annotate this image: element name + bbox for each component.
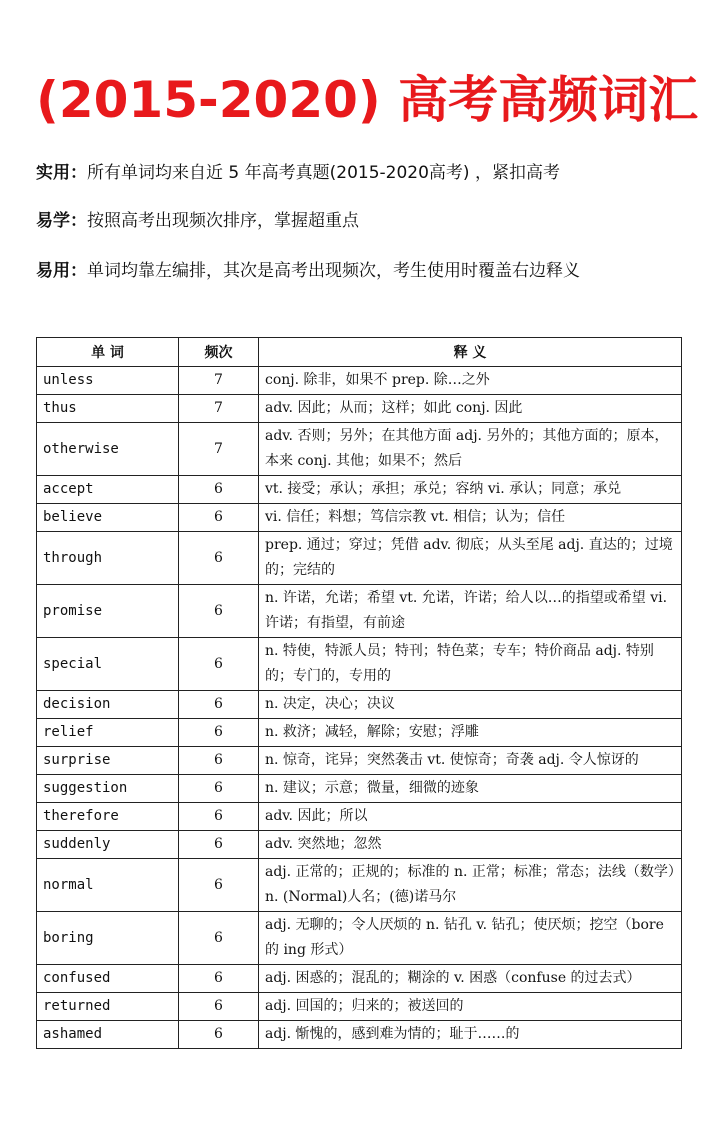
table-row xyxy=(37,719,682,747)
table-row xyxy=(37,504,682,532)
meaning-cell: adj. 回国的；归来的；被送回的 xyxy=(259,993,682,1021)
table-row xyxy=(37,367,682,395)
frequency-cell: 6 xyxy=(179,585,259,638)
word-cell: confused xyxy=(37,965,179,993)
table-row xyxy=(37,585,682,638)
frequency-cell: 7 xyxy=(179,395,259,423)
frequency-cell: 6 xyxy=(179,691,259,719)
frequency-cell: 6 xyxy=(179,719,259,747)
word-cell: returned xyxy=(37,993,179,1021)
frequency-cell: 6 xyxy=(179,912,259,965)
frequency-cell: 6 xyxy=(179,476,259,504)
table-row xyxy=(37,859,682,912)
word-cell: unless xyxy=(37,367,179,395)
word-cell: therefore xyxy=(37,803,179,831)
meaning-cell: conj. 除非，如果不 prep. 除…之外 xyxy=(259,367,682,395)
frequency-cell: 6 xyxy=(179,504,259,532)
word-cell: through xyxy=(37,532,179,585)
frequency-cell: 7 xyxy=(179,423,259,476)
frequency-cell: 6 xyxy=(179,803,259,831)
intro-line-easy-use xyxy=(36,256,580,281)
table-row xyxy=(37,775,682,803)
table-row xyxy=(37,395,682,423)
frequency-cell: 7 xyxy=(179,367,259,395)
table-body xyxy=(37,367,682,1049)
intro-text: 单词均靠左编排，其次是高考出现频次，考生使用时覆盖右边释义 xyxy=(87,261,580,281)
frequency-cell: 6 xyxy=(179,1021,259,1049)
word-cell: special xyxy=(37,638,179,691)
word-cell: thus xyxy=(37,395,179,423)
table-row xyxy=(37,993,682,1021)
header-meaning: 释 义 xyxy=(259,338,682,367)
intro-label: 易用： xyxy=(36,261,87,281)
table-header-row xyxy=(37,338,682,367)
word-cell: boring xyxy=(37,912,179,965)
meaning-cell: vi. 信任；料想；笃信宗教 vt. 相信；认为；信任 xyxy=(259,504,682,532)
table-row xyxy=(37,965,682,993)
header-word: 单 词 xyxy=(37,338,179,367)
meaning-cell: n. 决定，决心；决议 xyxy=(259,691,682,719)
table-row xyxy=(37,803,682,831)
vocabulary-table xyxy=(36,337,682,1049)
meaning-cell: n. 建议；示意；微量，细微的迹象 xyxy=(259,775,682,803)
frequency-cell: 6 xyxy=(179,775,259,803)
intro-label: 实用： xyxy=(36,163,87,183)
meaning-cell: adj. 困惑的；混乱的；糊涂的 v. 困惑（confuse 的过去式） xyxy=(259,965,682,993)
intro-line-practical xyxy=(36,158,560,183)
word-cell: decision xyxy=(37,691,179,719)
intro-text: 按照高考出现频次排序，掌握超重点 xyxy=(87,211,359,231)
meaning-cell: vt. 接受；承认；承担；承兑；容纳 vi. 承认；同意；承兑 xyxy=(259,476,682,504)
intro-line-easy-learn xyxy=(36,206,359,231)
word-cell: believe xyxy=(37,504,179,532)
frequency-cell: 6 xyxy=(179,831,259,859)
meaning-cell: adv. 否则；另外；在其他方面 adj. 另外的；其他方面的；原本，本来 conj. 其他；如果不；然后 xyxy=(259,423,682,476)
frequency-cell: 6 xyxy=(179,747,259,775)
word-cell: otherwise xyxy=(37,423,179,476)
table-row xyxy=(37,638,682,691)
page-title: (2015-2020) 高考高频词汇 xyxy=(36,71,699,129)
intro-text: 所有单词均来自近 5 年高考真题(2015-2020高考) ，紧扣高考 xyxy=(87,163,560,183)
frequency-cell: 6 xyxy=(179,532,259,585)
word-cell: accept xyxy=(37,476,179,504)
meaning-cell: prep. 通过；穿过；凭借 adv. 彻底；从头至尾 adj. 直达的；过境的；完结的 xyxy=(259,532,682,585)
meaning-cell: n. 特使，特派人员；特刊；特色菜；专车；特价商品 adj. 特别的；专门的，专用的 xyxy=(259,638,682,691)
frequency-cell: 6 xyxy=(179,859,259,912)
table-row xyxy=(37,476,682,504)
table-row xyxy=(37,691,682,719)
word-cell: promise xyxy=(37,585,179,638)
meaning-cell: n. 许诺，允诺；希望 vt. 允诺，许诺；给人以…的指望或希望 vi. 许诺；有指望，有前途 xyxy=(259,585,682,638)
meaning-cell: adv. 突然地；忽然 xyxy=(259,831,682,859)
meaning-cell: adj. 无聊的；令人厌烦的 n. 钻孔 v. 钻孔；使厌烦；挖空（bore 的 ing 形式） xyxy=(259,912,682,965)
word-cell: ashamed xyxy=(37,1021,179,1049)
meaning-cell: adv. 因此；所以 xyxy=(259,803,682,831)
word-cell: relief xyxy=(37,719,179,747)
frequency-cell: 6 xyxy=(179,993,259,1021)
table-row xyxy=(37,1021,682,1049)
frequency-cell: 6 xyxy=(179,638,259,691)
word-cell: suddenly xyxy=(37,831,179,859)
word-cell: normal xyxy=(37,859,179,912)
meaning-cell: adj. 正常的；正规的；标准的 n. 正常；标准；常态；法线（数学）n. (Normal)人名；(德)诺马尔 xyxy=(259,859,682,912)
meaning-cell: adv. 因此；从而；这样；如此 conj. 因此 xyxy=(259,395,682,423)
table-row xyxy=(37,747,682,775)
intro-label: 易学： xyxy=(36,211,87,231)
word-cell: suggestion xyxy=(37,775,179,803)
table-row xyxy=(37,831,682,859)
table-row xyxy=(37,532,682,585)
meaning-cell: n. 救济；减轻，解除；安慰；浮雕 xyxy=(259,719,682,747)
meaning-cell: adj. 惭愧的，感到难为情的；耻于……的 xyxy=(259,1021,682,1049)
table-row xyxy=(37,423,682,476)
frequency-cell: 6 xyxy=(179,965,259,993)
meaning-cell: n. 惊奇，诧异；突然袭击 vt. 使惊奇；奇袭 adj. 令人惊讶的 xyxy=(259,747,682,775)
word-cell: surprise xyxy=(37,747,179,775)
table-row xyxy=(37,912,682,965)
header-frequency: 频次 xyxy=(179,338,259,367)
